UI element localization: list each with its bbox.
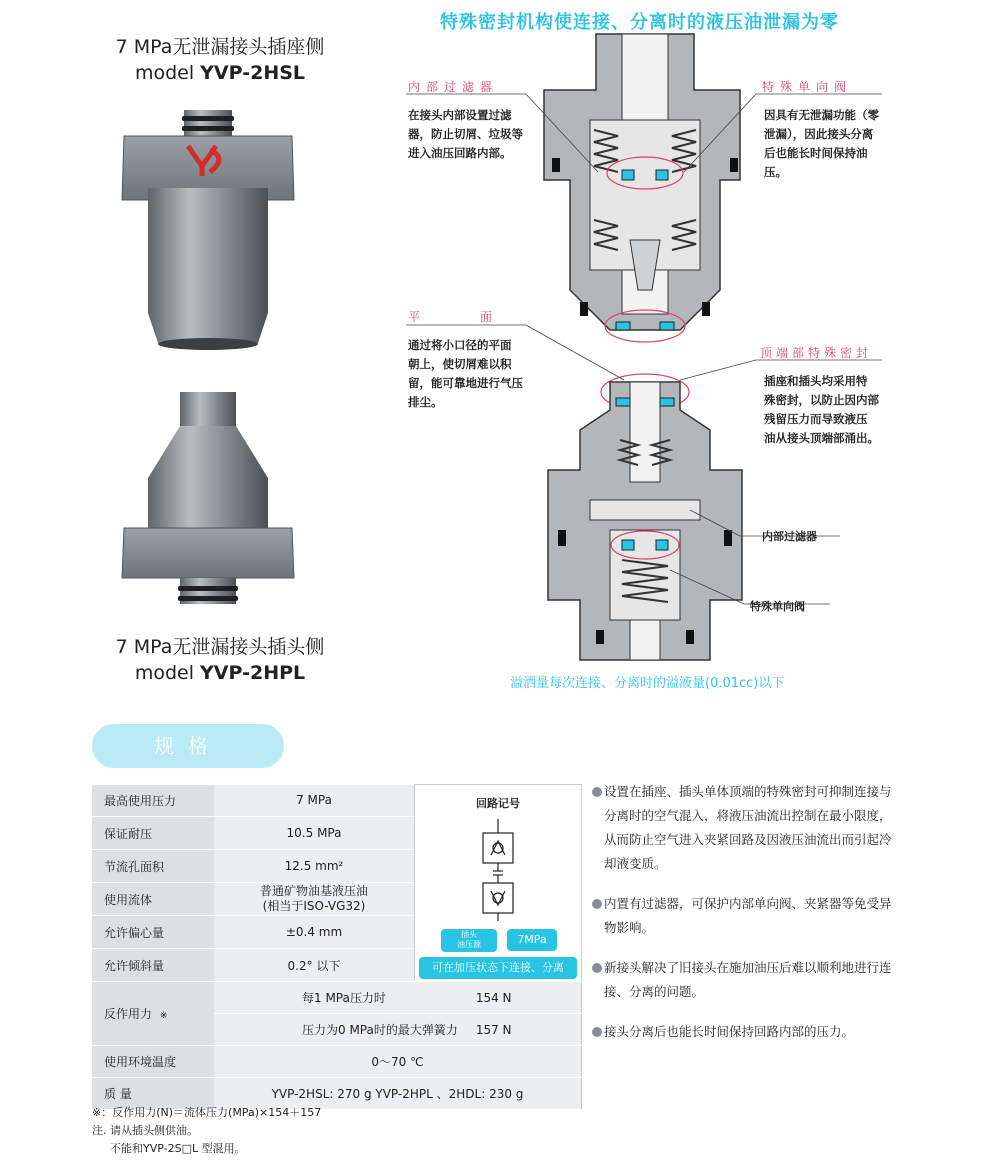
list-item: 内置有过滤器，可保护内部单向阀、夹紧器等免受异物影响。 <box>592 892 892 940</box>
tag-pressure: 7MPa <box>507 929 557 951</box>
socket-product-image <box>118 108 298 358</box>
spec-value: 0〜70 ℃ <box>214 1046 582 1078</box>
footnotes <box>92 1104 321 1158</box>
spec-key: 允许偏心量 <box>92 916 214 949</box>
socket-title <box>70 34 370 86</box>
plug-title-prefix: model <box>134 662 201 684</box>
spec-value: 压力为0 MPa时的最大弹簧力 157 N <box>214 1014 582 1046</box>
spec-value: 7 MPa <box>214 785 415 817</box>
tag-oil-source: 插头 油压源 <box>441 929 497 952</box>
label-check-valve-small: 特殊单向阀 <box>750 600 805 613</box>
diagram-caption: 溢洒量每次连接、分离时的溢液量(0.01cc)以下 <box>510 676 785 691</box>
tag-connect-under-pressure: 可在加压状态下连接、分离 <box>419 957 577 979</box>
spec-key: 质 量 <box>92 1078 214 1110</box>
label-inner-filter-small: 内部过滤器 <box>762 530 817 543</box>
label-inner-filter-desc: 在接头内部设置过滤 器，防止切屑、垃圾等 进入油压回路内部。 <box>408 108 523 160</box>
label-check-valve-head: 特殊单向阀 <box>762 80 853 94</box>
spec-key: 使用环境温度 <box>92 1046 214 1078</box>
label-flat-head: 平面 <box>408 310 553 324</box>
feature-list <box>592 780 892 1060</box>
spec-value: 每1 MPa压力时 154 N <box>214 982 582 1014</box>
label-inner-filter-head: 内部过滤器 <box>408 80 499 94</box>
socket-model: YVP-2HSL <box>200 62 306 84</box>
plug-model: YVP-2HPL <box>200 662 306 684</box>
spec-key: 使用流体 <box>92 883 214 916</box>
bullet-icon <box>592 963 602 973</box>
list-item: 接头分离后也能长时间保持回路内部的压力。 <box>592 1020 892 1044</box>
circuit-symbol-cell <box>415 785 582 982</box>
list-item: 新接头解决了旧接头在施加油压后难以顺利地进行连接、分离的问题。 <box>592 956 892 1004</box>
plug-title <box>70 634 370 686</box>
table-row <box>92 1046 582 1078</box>
spec-key: 保证耐压 <box>92 817 214 850</box>
bullet-icon <box>592 787 602 797</box>
spec-value: 10.5 MPa <box>214 817 415 850</box>
spec-table <box>92 784 582 1110</box>
diagram-title: 特殊密封机构使连接、分离时的液压油泄漏为零 <box>440 12 839 33</box>
spec-value: 12.5 mm² <box>214 850 415 883</box>
table-row <box>92 785 582 817</box>
spec-key: 节流孔面积 <box>92 850 214 883</box>
label-flat-desc: 通过将小口径的平面 朝上，使切屑难以积 留，能可靠地进行气压 排尘。 <box>408 338 523 409</box>
bullet-icon <box>592 899 602 909</box>
spec-value: 普通矿物油基液压油 (相当于ISO-VG32) <box>214 883 415 916</box>
spec-key: 反作用力 ※ <box>92 982 214 1046</box>
socket-title-prefix: model <box>134 62 201 84</box>
socket-title-line1: 7 MPa无泄漏接头插座侧 <box>115 36 325 58</box>
spec-key: 允许倾斜量 <box>92 949 214 982</box>
label-top-seal-desc: 插座和插头均采用特 殊密封，以防止因内部 残留压力而导致液压 油从接头顶端部涌出。 <box>764 374 879 445</box>
list-item: 设置在插座、插头单体顶端的特殊密封可抑制连接与分离时的空气混入，将液压油流出控制在最小限度，从而防止空气进入夹紧回路及因液压油流出而引起冷却液变质。 <box>592 780 892 876</box>
plug-product-image <box>118 388 298 618</box>
circuit-symbol-icon <box>415 811 581 921</box>
label-check-valve-desc: 因具有无泄漏功能（零 泄漏），因此接头分离 后也能长时间保持油 压。 <box>764 108 879 179</box>
footnote-formula: ※：反作用力(N)＝流体压力(MPa)×154＋157 <box>92 1106 322 1119</box>
footnote-compat: 不能和YVP-2S□L 型混用。 <box>110 1142 246 1155</box>
table-row <box>92 982 582 1014</box>
plug-title-line1: 7 MPa无泄漏接头插头侧 <box>115 636 325 658</box>
spec-heading: 规格 <box>92 724 284 768</box>
spec-value: ±0.4 mm <box>214 916 415 949</box>
bullet-icon <box>592 1027 602 1037</box>
label-top-seal-head: 顶端部特殊密封 <box>760 346 873 360</box>
spec-value: YVP-2HSL: 270 g YVP-2HPL 、2HDL: 230 g <box>214 1078 582 1110</box>
spec-value: 0.2° 以下 <box>214 949 415 982</box>
footnote-oil-supply: 注. 请从插头侧供油。 <box>92 1124 198 1137</box>
circuit-symbol-title: 回路记号 <box>476 797 520 810</box>
spec-key: 最高使用压力 <box>92 785 214 817</box>
